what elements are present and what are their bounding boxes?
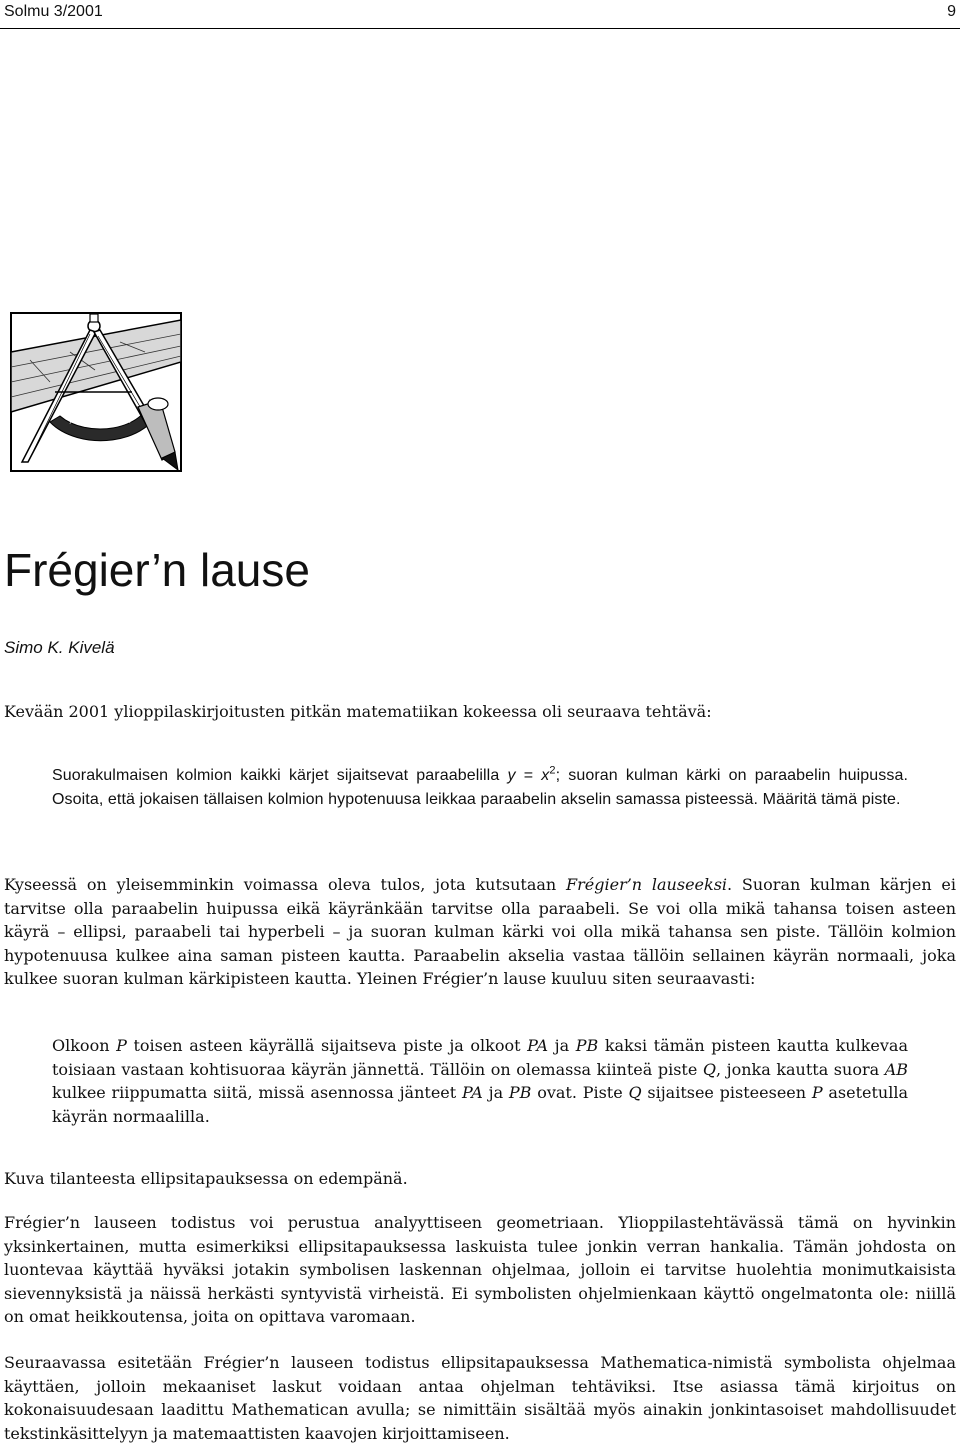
math-point-p: P	[116, 1036, 127, 1055]
theorem-text: asetetulla käyrän normaalilla.	[52, 1083, 909, 1126]
general-result-paragraph	[4, 873, 956, 991]
theorem-text: ja	[482, 1083, 509, 1103]
theorem-text: kulkee riippumatta siitä, missä asennossa jänteet	[52, 1083, 462, 1103]
theorem-text: kaksi tämän pisteen kautta kulkevaa toisiaan vastaan kohtisuoraa käyrän jännettä. Tällöin on olemassa kiinteä piste	[52, 1036, 909, 1079]
mathematica-paragraph: Seuraavassa esitetään Frégier’n lauseen todistus ellipsitapauksessa Mathematica-nimistä symbolista ohjelmaa käyttäen, jolloin mekaaniset laskut voidaan antaa ohjelman tehtäviksi. Itse asiassa tämä kirjoitus on kokonaisuudesaan laadittu Mathematican avulla; se nimittäin sisältää myös ainakin jonkintasoiset mahdollisuudet tekstinkäsittelyyn ja matemaattisten kaavojen kirjoittamiseen.	[4, 1353, 956, 1443]
theorem-text: ovat. Piste	[531, 1083, 629, 1103]
math-exponent: 2	[549, 764, 556, 777]
theorem-statement	[52, 1034, 908, 1128]
exam-problem-text-2: ; suoran kulman kärki on paraabelin huipussa. Osoita, että jokaisen tällaisen kolmion hypotenuusa leikkaa paraabelin akselin samassa pisteessä. Määritä tämä piste.	[52, 767, 908, 808]
running-head	[0, 0, 960, 29]
figure-reference-paragraph: Kuva tilanteesta ellipsitapauksessa on edempänä.	[4, 1169, 408, 1188]
math-line-ab: AB	[884, 1059, 908, 1079]
general-text-2: . Suoran kulman kärjen ei tarvitse olla paraabelin huipussa eikä käyränkään tarvitse olla paraabeli. Se voi olla mikä tahansa toisen asteen käyrä – ellipsi, paraabeli tai hyperbeli – ja suoran kulman kärki voi olla mikä tahansa sen piste. Tällöin kolmion hypotenuusa kulkee aina saman pisteen kautta. Paraabelin akselia vastaa tällöin sellainen käyrän normaali, joka kulkee suoran kulman kärkipisteen kautta. Yleinen Frégier’n lause kuuluu siten seuraavasti:	[4, 875, 957, 989]
proof-approach-paragraph: Frégier’n lauseen todistus voi perustua analyyttiseen geometriaan. Ylioppilastehtävässä tämä on hyvinkin yksinkertainen, mutta esimerkiksi ellipsitapauksessa laskuista tulee jonkin verran hankalia. Tämän johdosta on luontevaa käyttää hyväksi jotakin symbolisen laskennan ohjelmaa, jolloin ei tarvitse huolehtia monimutkaisista sievennyksistä ja näissä herkästi syntyvistä virheistä. Ei symbolisten ohjelmienkaan käyttö ongelmatonta ole: niillä on omat heikkoutensa, joita on opittava varomaan.	[4, 1213, 956, 1327]
math-equals: =	[515, 767, 542, 784]
math-chord-pb: PB	[508, 1083, 532, 1103]
theorem-name-emphasis: Frégier’n lauseeksi	[566, 875, 728, 894]
math-x: x	[541, 767, 550, 784]
math-chord-pb: PB	[575, 1036, 599, 1055]
math-chord-pa: PA	[527, 1036, 549, 1055]
exam-problem-text-1: Suorakulmaisen kolmion kaikki kärjet sijaitsevat paraabelilla	[52, 767, 508, 784]
journal-issue: Solmu 3/2001	[4, 3, 103, 20]
theorem-text: , jonka kautta suora	[716, 1059, 885, 1079]
page-number: 9	[947, 3, 956, 20]
general-text-1: Kyseessä on yleisemminkin voimassa oleva tulos, jota kutsutaan	[4, 875, 567, 894]
theorem-text: sijaitsee pisteeseen	[641, 1083, 812, 1103]
intro-paragraph: Kevään 2001 ylioppilaskirjoitusten pitkän matematiikan kokeessa oli seuraava tehtävä:	[4, 702, 712, 721]
math-y: y	[507, 767, 516, 784]
article-title: Frégier’n lause	[4, 544, 310, 596]
author-name: Simo K. Kivelä	[4, 638, 115, 657]
theorem-text: toisen asteen käyrällä sijaitseva piste ja olkoot	[126, 1036, 528, 1055]
exam-problem-quote	[52, 764, 908, 811]
theorem-text: Olkoon	[52, 1036, 117, 1055]
theorem-text: ja	[548, 1036, 576, 1055]
math-point-q: Q	[628, 1083, 642, 1103]
math-point-q: Q	[702, 1059, 716, 1079]
compass-illustration	[10, 312, 182, 472]
math-chord-pa: PA	[461, 1083, 483, 1103]
math-point-p: P	[811, 1083, 823, 1103]
